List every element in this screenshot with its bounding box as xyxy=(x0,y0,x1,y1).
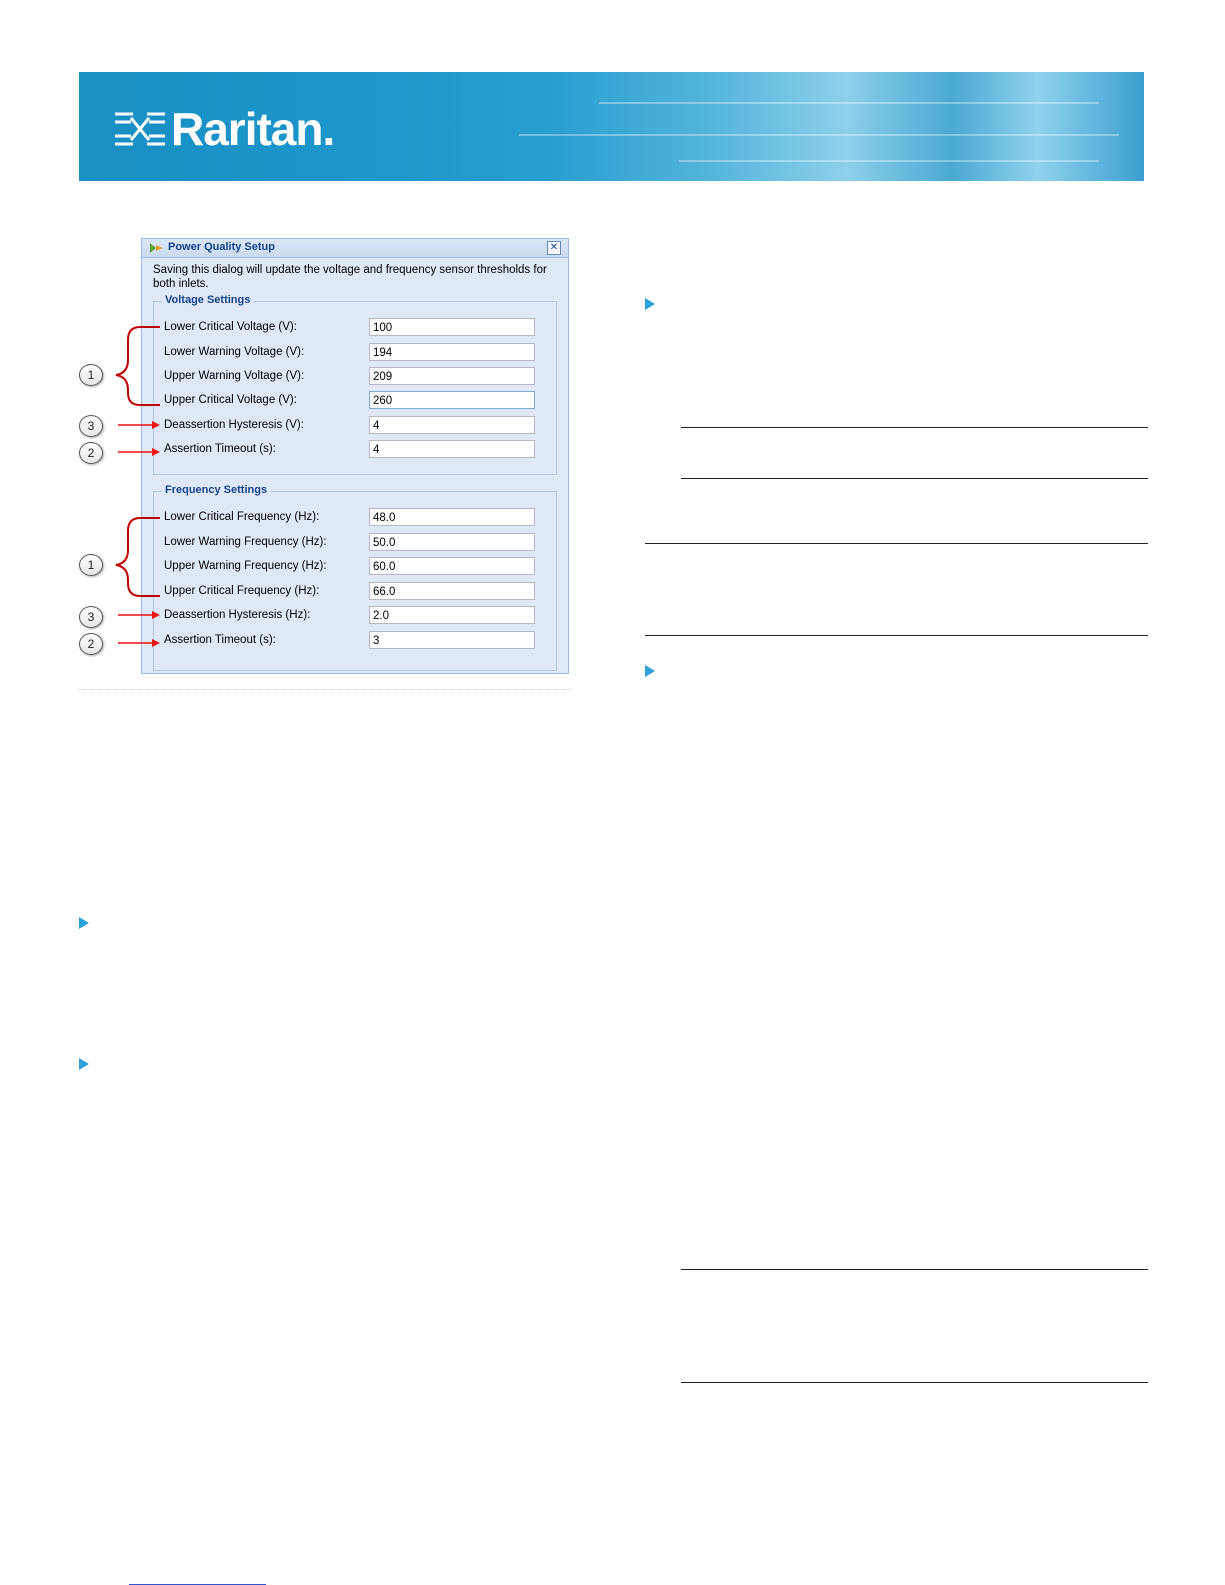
voltage-row xyxy=(164,367,544,387)
voltage-deassertion-hysteresis-input[interactable]: 4 xyxy=(369,416,535,434)
logo-text: Raritan. xyxy=(171,103,335,155)
horizontal-rule xyxy=(681,1269,1148,1270)
upper-warning-frequency-input[interactable]: 60.0 xyxy=(369,557,535,575)
callout-voltage-thresholds: 1 xyxy=(79,364,103,386)
horizontal-rule xyxy=(681,478,1148,479)
arrowhead-icon xyxy=(152,611,160,619)
callout-voltage-timeout: 2 xyxy=(79,442,103,464)
lower-warning-voltage-input[interactable]: 194 xyxy=(369,343,535,361)
procedure-triangle-icon xyxy=(645,298,655,310)
lower-warning-frequency-input[interactable]: 50.0 xyxy=(369,533,535,551)
lower-critical-voltage-input[interactable]: 100 xyxy=(369,318,535,336)
procedure-triangle-icon xyxy=(79,917,89,929)
voltage-row xyxy=(164,343,544,363)
dialog-title: Power Quality Setup xyxy=(168,241,275,253)
frequency-row xyxy=(164,582,544,602)
frequency-deassertion-hysteresis-label: Deassertion Hysteresis (Hz): xyxy=(164,609,311,621)
horizontal-rule xyxy=(681,1382,1148,1383)
upper-warning-voltage-input[interactable]: 209 xyxy=(369,367,535,385)
dialog-titlebar[interactable] xyxy=(142,239,568,258)
callout-frequency-thresholds: 1 xyxy=(79,554,103,576)
voltage-row xyxy=(164,391,544,411)
callout-frequency-timeout: 2 xyxy=(79,633,103,655)
voltage-settings-group xyxy=(153,294,557,475)
upper-critical-frequency-label: Upper Critical Frequency (Hz): xyxy=(164,585,320,597)
voltage-assertion-timeout-label: Assertion Timeout (s): xyxy=(164,443,276,455)
callout-frequency-hysteresis: 3 xyxy=(79,606,103,628)
frequency-assertion-timeout-label: Assertion Timeout (s): xyxy=(164,634,276,646)
procedure-triangle-icon xyxy=(79,1058,89,1070)
frequency-settings-legend: Frequency Settings xyxy=(162,484,270,496)
frequency-assertion-timeout-input[interactable]: 3 xyxy=(369,631,535,649)
horizontal-rule xyxy=(645,543,1148,544)
upper-critical-frequency-input[interactable]: 66.0 xyxy=(369,582,535,600)
voltage-row xyxy=(164,440,544,460)
voltage-threshold-bracket xyxy=(116,327,160,405)
lower-critical-voltage-label: Lower Critical Voltage (V): xyxy=(164,321,297,333)
upper-critical-voltage-input[interactable]: 260 xyxy=(369,391,535,409)
upper-critical-voltage-label: Upper Critical Voltage (V): xyxy=(164,394,297,406)
upper-warning-voltage-label: Upper Warning Voltage (V): xyxy=(164,370,305,382)
dotted-separator xyxy=(79,689,572,690)
lower-critical-frequency-label: Lower Critical Frequency (Hz): xyxy=(164,511,320,523)
lower-critical-frequency-input[interactable]: 48.0 xyxy=(369,508,535,526)
arrowhead-icon xyxy=(152,639,160,647)
procedure-triangle-icon xyxy=(645,665,655,677)
arrowhead-icon xyxy=(152,421,160,429)
horizontal-rule xyxy=(681,427,1148,428)
frequency-row xyxy=(164,508,544,528)
arrowhead-icon xyxy=(152,448,160,456)
upper-warning-frequency-label: Upper Warning Frequency (Hz): xyxy=(164,560,327,572)
frequency-deassertion-hysteresis-input[interactable]: 2.0 xyxy=(369,606,535,624)
frequency-row xyxy=(164,606,544,626)
voltage-row xyxy=(164,318,544,338)
close-icon[interactable]: ✕ xyxy=(547,241,561,255)
frequency-settings-group xyxy=(153,484,557,671)
lower-warning-voltage-label: Lower Warning Voltage (V): xyxy=(164,346,305,358)
frequency-row xyxy=(164,557,544,577)
horizontal-rule xyxy=(645,635,1148,636)
frequency-threshold-bracket xyxy=(116,518,160,596)
frequency-row xyxy=(164,631,544,651)
power-quality-setup-dialog xyxy=(141,238,569,674)
voltage-row xyxy=(164,416,544,436)
lower-warning-frequency-label: Lower Warning Frequency (Hz): xyxy=(164,536,327,548)
voltage-settings-legend: Voltage Settings xyxy=(162,294,253,306)
voltage-assertion-timeout-input[interactable]: 4 xyxy=(369,440,535,458)
voltage-deassertion-hysteresis-label: Deassertion Hysteresis (V): xyxy=(164,419,304,431)
header-banner xyxy=(79,72,1144,181)
annotation-overlay xyxy=(0,0,170,680)
callout-voltage-hysteresis: 3 xyxy=(79,415,103,437)
dialog-description: Saving this dialog will update the voltage and frequency sensor thresholds for both inlets. xyxy=(153,264,547,290)
frequency-row xyxy=(164,533,544,553)
